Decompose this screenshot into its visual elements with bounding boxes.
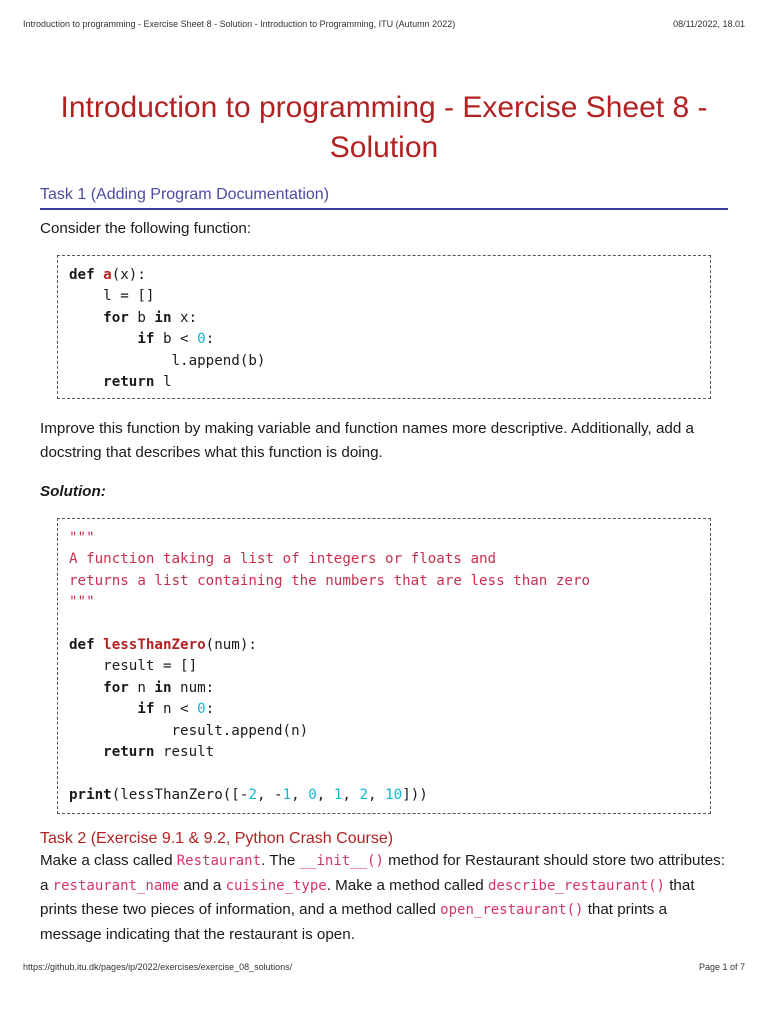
code-number: 0 xyxy=(197,331,206,348)
code-text: (num): xyxy=(205,637,257,654)
code-docstring: A function taking a list of integers or floats and xyxy=(69,551,497,568)
solution-code-block xyxy=(57,518,711,814)
task1-code-block xyxy=(57,255,711,399)
task2-text: that prints a message indicating that the restaurant is open. xyxy=(40,901,668,943)
print-header-title: Introduction to programming - Exercise Sheet 8 - Solution - Introduction to Programming, ITU (Autumn 2022) xyxy=(23,19,456,29)
code-text: , xyxy=(368,786,386,803)
code-text: n xyxy=(128,679,155,696)
code-docstring: """ xyxy=(69,530,95,546)
code-keyword: if xyxy=(137,331,155,348)
code-text: (x): xyxy=(111,267,146,283)
code-text: l = [] xyxy=(69,288,155,305)
print-footer-url: https://github.itu.dk/pages/ip/2022/exercises/exercise_08_solutions/ xyxy=(23,962,293,972)
solution-label: Solution: xyxy=(40,483,106,500)
code-text: (lessThanZero([- xyxy=(111,786,249,803)
print-header-datetime: 08/11/2022, 18.01 xyxy=(673,19,745,29)
code-number: 1 xyxy=(282,786,292,803)
code-keyword: for xyxy=(103,679,129,696)
task1-intro: Consider the following function: xyxy=(40,220,252,237)
code-number: 1 xyxy=(333,786,343,803)
code-number: 2 xyxy=(359,786,369,803)
code-text: result xyxy=(154,744,215,761)
code-text: ])) xyxy=(402,786,428,803)
task2-text: that prints these two pieces of information, and a method called xyxy=(40,876,695,918)
print-header xyxy=(23,19,745,29)
inline-code: __init__() xyxy=(299,853,384,869)
inline-code: open_restaurant() xyxy=(440,902,584,918)
code-text: : xyxy=(205,331,215,348)
code-text: result.append(n) xyxy=(69,722,309,739)
inline-code: describe_restaurant() xyxy=(487,877,665,894)
inline-code: restaurant_name xyxy=(52,877,180,894)
code-keyword: def xyxy=(69,267,95,283)
task2-description xyxy=(40,849,730,946)
code-keyword: in xyxy=(154,309,172,326)
code-text: l.append(b) xyxy=(69,352,266,369)
task1-heading: Task 1 (Adding Program Documentation) xyxy=(40,185,728,210)
task2-text: method for Restaurant should store two attributes: a xyxy=(40,852,725,894)
inline-code: cuisine_type xyxy=(225,877,327,894)
code-keyword: in xyxy=(154,679,172,696)
code-keyword: return xyxy=(103,374,155,391)
task2-text: and a xyxy=(179,876,226,894)
code-text: n < xyxy=(154,701,198,718)
code-text: result = [] xyxy=(69,658,198,675)
print-footer-page: Page 1 of 7 xyxy=(698,962,745,972)
code-text: : xyxy=(205,701,215,718)
code-number: 2 xyxy=(248,786,257,803)
inline-code: Restaurant xyxy=(176,853,262,869)
task2-heading: Task 2 (Exercise 9.1 & 9.2, Python Crash Course) xyxy=(40,830,394,847)
code-text: , xyxy=(291,786,309,803)
code-text: x: xyxy=(171,309,198,326)
code-function-name: lessThanZero xyxy=(103,637,206,654)
code-keyword: if xyxy=(137,701,155,718)
code-docstring: returns a list containing the numbers that are less than zero xyxy=(69,572,591,589)
task1-instructions: Improve this function by making variable and function names more descriptive. Additionally, add a docstring that describes what this function is doing. xyxy=(40,420,694,461)
code-keyword: def xyxy=(69,637,95,654)
code-text: b xyxy=(128,309,155,326)
code-text: , - xyxy=(256,786,283,803)
code-keyword: for xyxy=(103,309,129,326)
code-keyword: print xyxy=(69,786,112,803)
task2-text: . Make a method called xyxy=(326,876,488,894)
code-text: b < xyxy=(154,331,198,348)
code-function-name: a xyxy=(103,267,112,283)
code-keyword: return xyxy=(103,744,155,761)
page-title: Introduction to programming - Exercise Sheet 8 - Solution xyxy=(60,91,708,164)
code-docstring: """ xyxy=(69,594,95,611)
task2-text: . The xyxy=(261,852,300,869)
code-text: , xyxy=(342,786,360,803)
code-number: 0 xyxy=(197,701,206,718)
code-text: num: xyxy=(171,679,215,696)
code-text: , xyxy=(316,786,334,803)
code-number: 0 xyxy=(308,786,317,803)
print-footer xyxy=(23,962,745,972)
code-number: 10 xyxy=(385,786,403,803)
task2-text: Make a class called xyxy=(40,852,177,869)
code-text: l xyxy=(154,374,172,391)
